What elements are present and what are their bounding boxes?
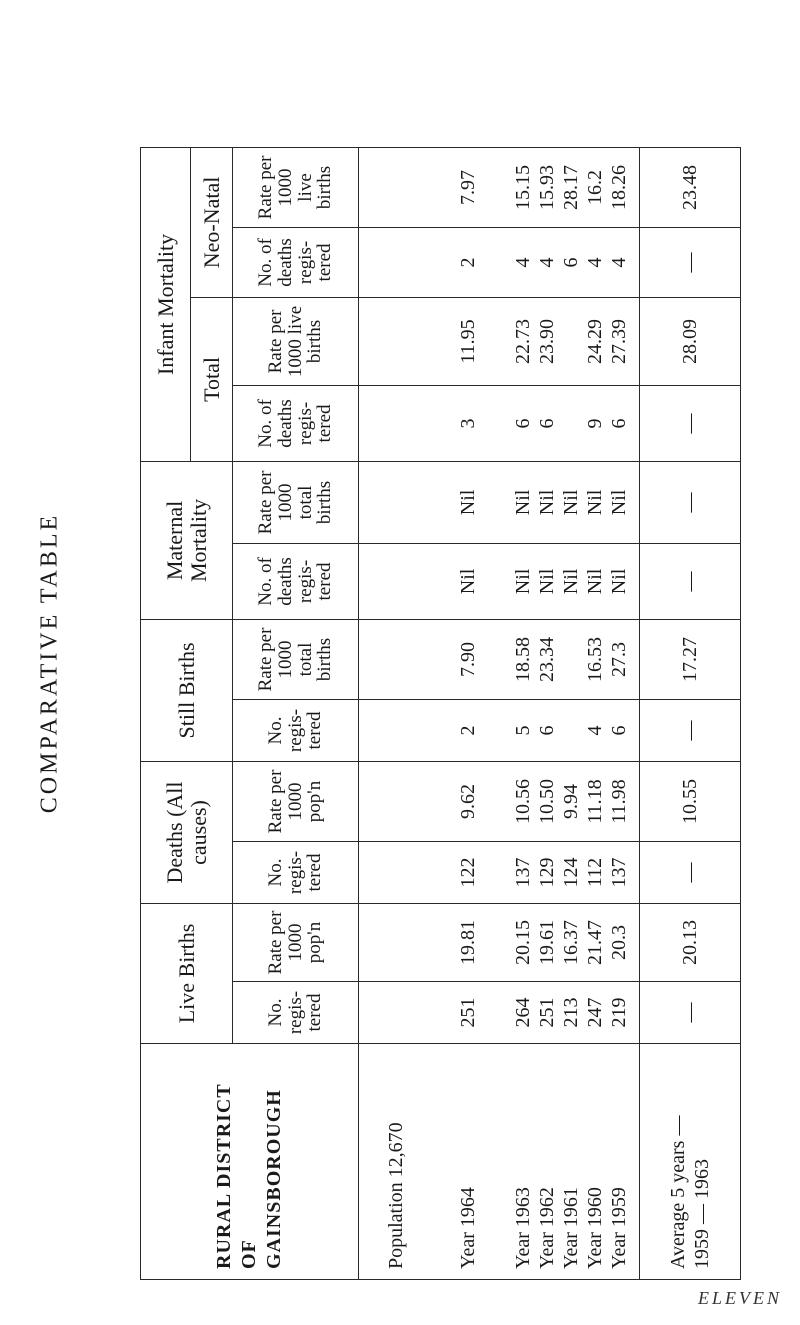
previous-years-row bbox=[503, 147, 640, 1279]
average-label-line2: 1959 — 1963 bbox=[691, 1159, 713, 1269]
y1964-neo-natal-rate: 7.97 bbox=[433, 147, 503, 227]
y1964-neo-natal-no: 2 bbox=[433, 227, 503, 297]
col-maternal-no: No. of deaths regis-tered bbox=[233, 543, 359, 619]
year-label: Year 1963 bbox=[512, 1187, 534, 1269]
value: Nil bbox=[584, 568, 606, 595]
population-cell bbox=[359, 761, 434, 841]
value: 4 bbox=[512, 257, 534, 268]
years-live-births-no bbox=[503, 982, 640, 1044]
year-1964-label: Year 1964 bbox=[433, 1044, 503, 1280]
avg-infant-total-rate: 28.09 bbox=[640, 297, 741, 385]
value bbox=[559, 624, 583, 695]
value: 6 bbox=[536, 418, 558, 429]
value: 4 bbox=[584, 257, 606, 268]
comparative-table bbox=[140, 147, 741, 1280]
value: 15.15 bbox=[512, 164, 534, 210]
avg-infant-total-no: — bbox=[640, 385, 741, 461]
y1964-live-births-no: 251 bbox=[433, 982, 503, 1044]
value: 10.56 bbox=[512, 778, 534, 824]
population-cell bbox=[359, 461, 434, 543]
population-row bbox=[359, 147, 434, 1279]
value: 6 bbox=[560, 257, 582, 268]
col-deaths-rate: Rate per 1000 pop'n bbox=[233, 761, 359, 841]
value: 21.47 bbox=[584, 920, 606, 965]
value: 9.94 bbox=[560, 783, 582, 819]
avg-maternal-rate: — bbox=[640, 461, 741, 543]
deaths-header: Deaths (All causes) bbox=[141, 761, 233, 903]
value: 27.3 bbox=[608, 641, 630, 677]
district-line1: RURAL DISTRICT OF bbox=[213, 1083, 260, 1269]
years-infant-total-no bbox=[503, 385, 640, 461]
population-cell bbox=[359, 699, 434, 761]
col-live-births-rate: Rate per 1000 pop'n bbox=[233, 903, 359, 981]
value: 19.61 bbox=[536, 920, 558, 965]
maternal-mortality-header: Maternal Mortality bbox=[141, 461, 233, 619]
avg-live-births-rate: 20.13 bbox=[640, 903, 741, 981]
col-still-births-rate: Rate per 1000 total births bbox=[233, 619, 359, 699]
value: 23.34 bbox=[536, 636, 558, 682]
average-label-line1: Average 5 years — bbox=[667, 1115, 689, 1269]
value: Nil bbox=[560, 568, 582, 595]
value: 22.73 bbox=[512, 318, 534, 364]
population-cell bbox=[359, 297, 434, 385]
district-line2: GAINSBOROUGH bbox=[263, 1089, 285, 1269]
average-row bbox=[640, 147, 741, 1279]
value: 213 bbox=[560, 997, 582, 1028]
population-cell bbox=[359, 543, 434, 619]
value: 137 bbox=[512, 857, 534, 888]
value: 5 bbox=[512, 725, 534, 736]
col-maternal-rate: Rate per 1000 total births bbox=[233, 461, 359, 543]
value bbox=[559, 704, 583, 757]
years-maternal-no bbox=[503, 543, 640, 619]
value: 16.37 bbox=[560, 920, 582, 965]
value: 6 bbox=[608, 418, 630, 429]
value: 18.58 bbox=[512, 636, 534, 682]
years-live-births-rate bbox=[503, 903, 640, 981]
col-neo-natal-no: No. of deaths regis-tered bbox=[233, 227, 359, 297]
value: 247 bbox=[584, 997, 606, 1028]
years-neo-natal-rate bbox=[503, 147, 640, 227]
value: 129 bbox=[536, 857, 558, 888]
value: 24.29 bbox=[584, 318, 606, 364]
population-cell bbox=[359, 619, 434, 699]
page-number: ELEVEN bbox=[698, 1288, 782, 1308]
years-deaths-rate bbox=[503, 761, 640, 841]
value: 124 bbox=[560, 857, 582, 888]
average-label bbox=[640, 1044, 741, 1280]
value: Nil bbox=[608, 568, 630, 595]
y1964-infant-total-no: 3 bbox=[433, 385, 503, 461]
year-label: Year 1961 bbox=[560, 1187, 582, 1269]
population-cell bbox=[359, 147, 434, 227]
years-neo-natal-no bbox=[503, 227, 640, 297]
value: 6 bbox=[608, 725, 630, 736]
year-1964-row bbox=[433, 147, 503, 1279]
col-still-births-no: No. regis-tered bbox=[233, 699, 359, 761]
population-cell bbox=[359, 385, 434, 461]
avg-neo-natal-rate: 23.48 bbox=[640, 147, 741, 227]
value: 15.93 bbox=[536, 164, 558, 210]
comparative-table-rotated bbox=[140, 148, 713, 1280]
value: 20.15 bbox=[512, 920, 534, 965]
avg-maternal-no: — bbox=[640, 543, 741, 619]
y1964-still-births-no: 2 bbox=[433, 699, 503, 761]
value: 16.53 bbox=[584, 636, 606, 682]
col-neo-natal-rate: Rate per 1000 live births bbox=[233, 147, 359, 227]
neo-natal-header: Neo-Natal bbox=[191, 147, 233, 297]
value: Nil bbox=[584, 489, 606, 516]
value: 16.2 bbox=[584, 169, 606, 205]
value: Nil bbox=[536, 568, 558, 595]
value: 4 bbox=[536, 257, 558, 268]
value: 4 bbox=[584, 725, 606, 736]
value: 11.98 bbox=[608, 779, 630, 824]
value bbox=[559, 302, 583, 381]
avg-still-births-no: — bbox=[640, 699, 741, 761]
col-live-births-no: No. regis-tered bbox=[233, 982, 359, 1044]
years-still-births-no bbox=[503, 699, 640, 761]
population-cell bbox=[359, 841, 434, 903]
years-still-births-rate bbox=[503, 619, 640, 699]
population-cell bbox=[359, 227, 434, 297]
y1964-deaths-no: 122 bbox=[433, 841, 503, 903]
value: 6 bbox=[512, 418, 534, 429]
avg-live-births-no: — bbox=[640, 982, 741, 1044]
y1964-infant-total-rate: 11.95 bbox=[433, 297, 503, 385]
value: 137 bbox=[608, 857, 630, 888]
infant-total-header: Total bbox=[191, 297, 233, 461]
year-label: Year 1960 bbox=[584, 1187, 606, 1269]
col-deaths-no: No. regis-tered bbox=[233, 841, 359, 903]
years-deaths-no bbox=[503, 841, 640, 903]
y1964-maternal-no: Nil bbox=[433, 543, 503, 619]
value: 20.3 bbox=[608, 925, 630, 960]
y1964-live-births-rate: 19.81 bbox=[433, 903, 503, 981]
comparative-table-wrapper bbox=[140, 148, 713, 1280]
page-heading bbox=[20, 18, 80, 1308]
value: 10.50 bbox=[536, 778, 558, 824]
still-births-header: Still Births bbox=[141, 619, 233, 761]
value: 9 bbox=[584, 418, 606, 429]
years-maternal-rate bbox=[503, 461, 640, 543]
infant-mortality-header: Infant Mortality bbox=[141, 147, 191, 461]
value: 251 bbox=[536, 997, 558, 1028]
value: 219 bbox=[608, 997, 630, 1028]
population-cell bbox=[359, 903, 434, 981]
population-label: Population 12,670 bbox=[359, 1044, 434, 1280]
value: Nil bbox=[512, 568, 534, 595]
value: Nil bbox=[536, 489, 558, 516]
value: 11.18 bbox=[584, 779, 606, 824]
heading-text: COMPARATIVE TABLE bbox=[36, 512, 63, 814]
avg-neo-natal-no: — bbox=[640, 227, 741, 297]
y1964-deaths-rate: 9.62 bbox=[433, 761, 503, 841]
avg-deaths-no: — bbox=[640, 841, 741, 903]
avg-still-births-rate: 17.27 bbox=[640, 619, 741, 699]
avg-deaths-rate: 10.55 bbox=[640, 761, 741, 841]
years-infant-total-rate bbox=[503, 297, 640, 385]
value: Nil bbox=[608, 489, 630, 516]
value: 6 bbox=[536, 725, 558, 736]
value bbox=[559, 390, 583, 457]
y1964-still-births-rate: 7.90 bbox=[433, 619, 503, 699]
live-births-header: Live Births bbox=[141, 903, 233, 1043]
value: 18.26 bbox=[608, 164, 630, 210]
previous-years-labels bbox=[503, 1044, 640, 1280]
value: 4 bbox=[608, 257, 630, 268]
year-label: Year 1959 bbox=[608, 1187, 630, 1269]
value: Nil bbox=[560, 489, 582, 516]
value: 23.90 bbox=[536, 318, 558, 364]
value: 28.17 bbox=[560, 164, 582, 210]
col-infant-total-no: No. of deaths regis-tered bbox=[233, 385, 359, 461]
value: Nil bbox=[512, 489, 534, 516]
y1964-maternal-rate: Nil bbox=[433, 461, 503, 543]
col-infant-total-rate: Rate per 1000 live births bbox=[233, 297, 359, 385]
population-cell bbox=[359, 982, 434, 1044]
value: 27.39 bbox=[608, 318, 630, 364]
value: 112 bbox=[584, 857, 606, 888]
value: 264 bbox=[512, 997, 534, 1028]
year-label: Year 1962 bbox=[536, 1187, 558, 1269]
district-header bbox=[141, 1044, 359, 1280]
